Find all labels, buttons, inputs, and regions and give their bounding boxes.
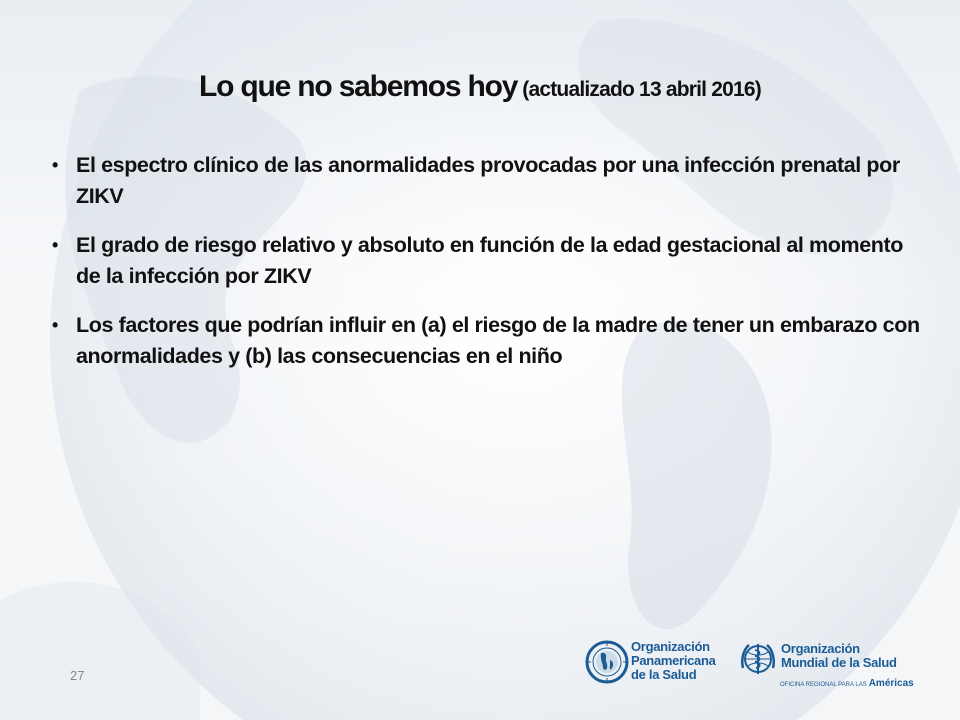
paho-line-1: Organización bbox=[631, 639, 710, 654]
who-name bbox=[781, 642, 897, 670]
bullet-text: El grado de riesgo relativo y absoluto en función de la edad gestacional al momento de la infección por ZIKV bbox=[76, 233, 903, 288]
paho-name bbox=[631, 640, 716, 682]
title-subtitle: (actualizado 13 abril 2016) bbox=[517, 78, 761, 101]
bullet-item bbox=[52, 310, 932, 372]
title-main: Lo que no sabemos hoy bbox=[199, 70, 518, 103]
slide-title bbox=[0, 70, 960, 104]
who-line-1: Organización bbox=[781, 641, 860, 656]
who-region-name: Américas bbox=[868, 678, 914, 689]
who-line-2: Mundial de la Salud bbox=[781, 655, 897, 670]
paho-line-3: de la Salud bbox=[631, 667, 697, 682]
who-logo bbox=[735, 634, 930, 690]
who-regional-label: OFICINA REGIONAL PARA LAS bbox=[780, 682, 867, 688]
bullet-item bbox=[52, 150, 932, 212]
page-number: 27 bbox=[70, 668, 85, 683]
bullet-text: Los factores que podrían influir en (a) el riesgo de la madre de tener un embarazo con anormalidades y (b) las consecuencias en el niño bbox=[76, 313, 920, 368]
paho-emblem-icon bbox=[585, 640, 629, 684]
bullet-marker: • bbox=[52, 235, 58, 255]
paho-logo bbox=[585, 634, 735, 690]
bullet-text: El espectro clínico de las anormalidades provocadas por una infección prenatal por ZIKV bbox=[76, 153, 900, 208]
logo-bar bbox=[585, 634, 930, 690]
who-emblem-icon bbox=[737, 638, 779, 680]
bullet-marker: • bbox=[52, 155, 58, 175]
bullet-list bbox=[52, 150, 932, 390]
bullet-marker: • bbox=[52, 315, 58, 335]
bullet-item bbox=[52, 230, 932, 292]
paho-line-2: Panamericana bbox=[631, 653, 716, 668]
who-regional-office bbox=[780, 678, 914, 689]
